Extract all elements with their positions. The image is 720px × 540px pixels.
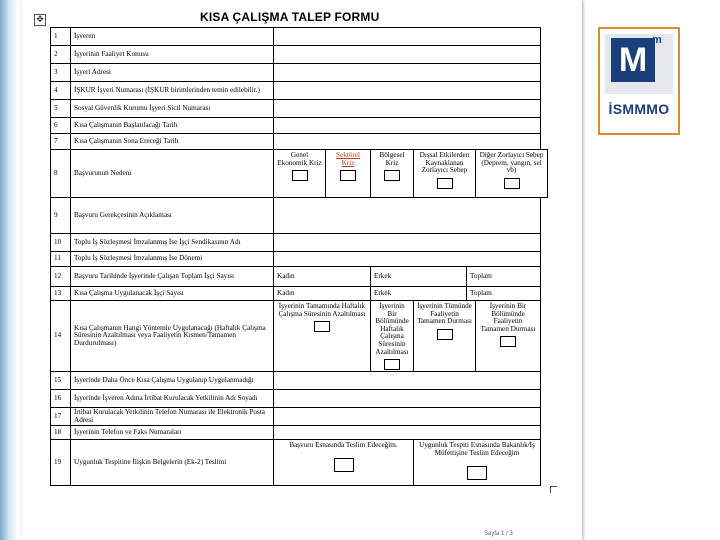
delivery-checkbox[interactable] — [467, 466, 487, 480]
row-label: Kısa Çalışmanın Hangi Yöntemle Uygulanacağı (Haftalık Çalışma Süresinin Azaltılması veya Faaliyetin Kısmen/Tamamen Durdurulması) — [71, 301, 274, 372]
method-checkbox[interactable] — [384, 359, 400, 370]
request-form-table — [50, 27, 548, 486]
table-row — [51, 64, 548, 82]
method-label: İşyerinin Tümünde Faaliyetin Tamamen Durması — [417, 302, 472, 326]
page-number: Sayfa 1 / 3 — [484, 531, 513, 537]
row-number: 15 — [51, 372, 71, 390]
table-row — [51, 440, 548, 486]
table-row — [51, 28, 548, 46]
row-label: İşyerinde Daha Önce Kısa Çalışma Uygulanıp Uygulanmadığı — [71, 372, 274, 390]
reason-option — [326, 150, 371, 198]
delivery-label: Başvuru Esnasında Teslim Edeceğim. — [289, 441, 398, 450]
row-number: 5 — [51, 100, 71, 118]
ismmmo-logo — [598, 27, 680, 135]
table-row — [51, 287, 548, 301]
table-row — [51, 82, 548, 100]
reason-label: Bölgesel Kriz — [379, 151, 405, 167]
row-number: 3 — [51, 64, 71, 82]
phone-fax-field[interactable] — [274, 426, 541, 440]
logo-m-superscript: m — [652, 34, 662, 46]
table-row — [51, 301, 548, 372]
table-row — [51, 252, 548, 267]
reason-checkbox[interactable] — [340, 170, 356, 181]
reason-option — [476, 150, 548, 198]
table-row — [51, 372, 548, 390]
reason-checkbox[interactable] — [292, 170, 308, 181]
table-row — [51, 134, 548, 150]
row-label: Başvurunun Nedeni — [71, 150, 274, 198]
previous-application-field[interactable] — [274, 372, 541, 390]
row-label: İşveren — [71, 28, 274, 46]
row-label: İrtibat Kurulacak Yetkilinin Telefon Numarası ile Elektronik Posta Adresi — [71, 408, 274, 426]
row-number: 16 — [51, 390, 71, 408]
row-number: 4 — [51, 82, 71, 100]
iskur-number-field[interactable] — [274, 82, 541, 100]
reason-option — [371, 150, 414, 198]
row-label: Toplu İş Sözleşmesi İmzalanmış İse Dönemi — [71, 252, 274, 267]
table-row — [51, 118, 548, 134]
table-row — [51, 198, 548, 234]
row-number: 11 — [51, 252, 71, 267]
logo-wordmark: İSMMMO — [608, 101, 670, 117]
row-label: İşyerinin Faaliyet Konusu — [71, 46, 274, 64]
row-label: Kısa Çalışma Uygulanacak İşçi Sayısı — [71, 287, 274, 301]
method-option — [476, 301, 541, 372]
row-label: Başvuru Gerekçesinin Açıklaması — [71, 198, 274, 234]
table-row — [51, 267, 548, 287]
reason-label: Genel Ekonomik Kriz — [277, 151, 322, 167]
row-number: 1 — [51, 28, 71, 46]
delivery-label: Uygunluk Tespiti Esnasında Bakanlık/İş Müfettişine Teslim Edeceğim — [419, 441, 535, 457]
contact-name-field[interactable] — [274, 390, 541, 408]
row-label: Toplu İş Sözleşmesi İmzalanmış İse İşçi Sendikasının Adı — [71, 234, 274, 252]
row-number: 8 — [51, 150, 71, 198]
row-label: İşyerinin Telefon ve Faks Numaraları — [71, 426, 274, 440]
row-number: 10 — [51, 234, 71, 252]
delivery-option — [274, 440, 414, 486]
method-checkbox[interactable] — [314, 321, 330, 332]
female-count-field[interactable]: Kadın — [274, 287, 371, 301]
left-gradient-bar — [0, 0, 18, 540]
sgk-number-field[interactable] — [274, 100, 541, 118]
delivery-checkbox[interactable] — [334, 458, 354, 472]
delivery-option — [414, 440, 541, 486]
logo-m-letter: M — [611, 38, 655, 82]
address-field[interactable] — [274, 64, 541, 82]
reason-checkbox[interactable] — [437, 178, 453, 189]
justification-field[interactable] — [274, 198, 541, 234]
row-number: 14 — [51, 301, 71, 372]
row-label: İşyeri Adresi — [71, 64, 274, 82]
table-row — [51, 390, 548, 408]
row-number: 9 — [51, 198, 71, 234]
method-label: İşyerinin Tamamında Haftalık Çalışma Süresinin Azaltılması — [278, 302, 366, 318]
method-option — [274, 301, 371, 372]
method-label: İşyerinin Bir Bölümünde Haftalık Çalışma Süresinin Azaltılması — [375, 302, 409, 356]
total-count-field[interactable]: Toplam — [467, 287, 541, 301]
table-row — [51, 150, 548, 198]
contact-phone-email-field[interactable] — [274, 408, 541, 426]
table-row — [51, 426, 548, 440]
employer-field[interactable] — [274, 28, 541, 46]
row-number: 12 — [51, 267, 71, 287]
row-label: Başvuru Tarihinde İşyerinde Çalışan Toplam İşçi Sayısı — [71, 267, 274, 287]
reason-label: Dışsal Etkilerden Kaynaklanan Zorlayıcı Sebep — [419, 151, 470, 175]
union-name-field[interactable] — [274, 234, 541, 252]
row-label: Kısa Çalışmanın Başlatılacağı Tarih — [71, 118, 274, 134]
row-number: 13 — [51, 287, 71, 301]
row-label: Kısa Çalışmanın Sona Ereceği Tarih — [71, 134, 274, 150]
reason-option — [274, 150, 326, 198]
end-date-field[interactable] — [274, 134, 541, 150]
method-option — [371, 301, 414, 372]
table-row — [51, 234, 548, 252]
row-label: İşyerinde İşveren Adına İrtibat Kurulacak Yetkilinin Adı Soyadı — [71, 390, 274, 408]
row-label: Uygunluk Tespitine İlişkin Belgelerin (Ek-2) Teslimi — [71, 440, 274, 486]
row-number: 18 — [51, 426, 71, 440]
reason-checkbox[interactable] — [504, 178, 520, 189]
table-move-handle-icon[interactable]: ✥ — [34, 14, 46, 26]
method-label: İşyerinin Bir Bölümünde Faaliyetin Tamamen Durması — [480, 302, 536, 333]
method-checkbox[interactable] — [500, 336, 516, 347]
table-row — [51, 408, 548, 426]
reason-checkbox[interactable] — [384, 170, 400, 181]
start-date-field[interactable] — [274, 118, 541, 134]
male-count-field[interactable]: Erkek — [371, 287, 467, 301]
method-option — [414, 301, 476, 372]
reason-label: Sektörel Kriz — [336, 151, 360, 167]
agreement-period-field[interactable] — [274, 252, 541, 267]
row-number: 7 — [51, 134, 71, 150]
female-count-field[interactable]: Kadın — [274, 267, 371, 287]
reason-option — [414, 150, 476, 198]
row-label: İŞKUR İşyeri Numarası (İŞKUR birimlerinden temin edilebilir.) — [71, 82, 274, 100]
row-number: 17 — [51, 408, 71, 426]
row-number: 6 — [51, 118, 71, 134]
row-number: 19 — [51, 440, 71, 486]
row-number: 2 — [51, 46, 71, 64]
method-checkbox[interactable] — [437, 329, 453, 340]
activity-field[interactable] — [274, 46, 541, 64]
page-corner-mark — [550, 486, 557, 493]
table-row — [51, 46, 548, 64]
form-title: KISA ÇALIŞMA TALEP FORMU — [200, 10, 380, 24]
male-count-field[interactable]: Erkek — [371, 267, 467, 287]
reason-label: Diğer Zorlayıcı Sebep (Deprem, yangın, sel vb) — [479, 151, 544, 175]
row-label: Sosyal Güvenlik Kurumu İşyeri Sicil Numarası — [71, 100, 274, 118]
table-row — [51, 100, 548, 118]
total-count-field[interactable]: Toplam — [467, 267, 541, 287]
